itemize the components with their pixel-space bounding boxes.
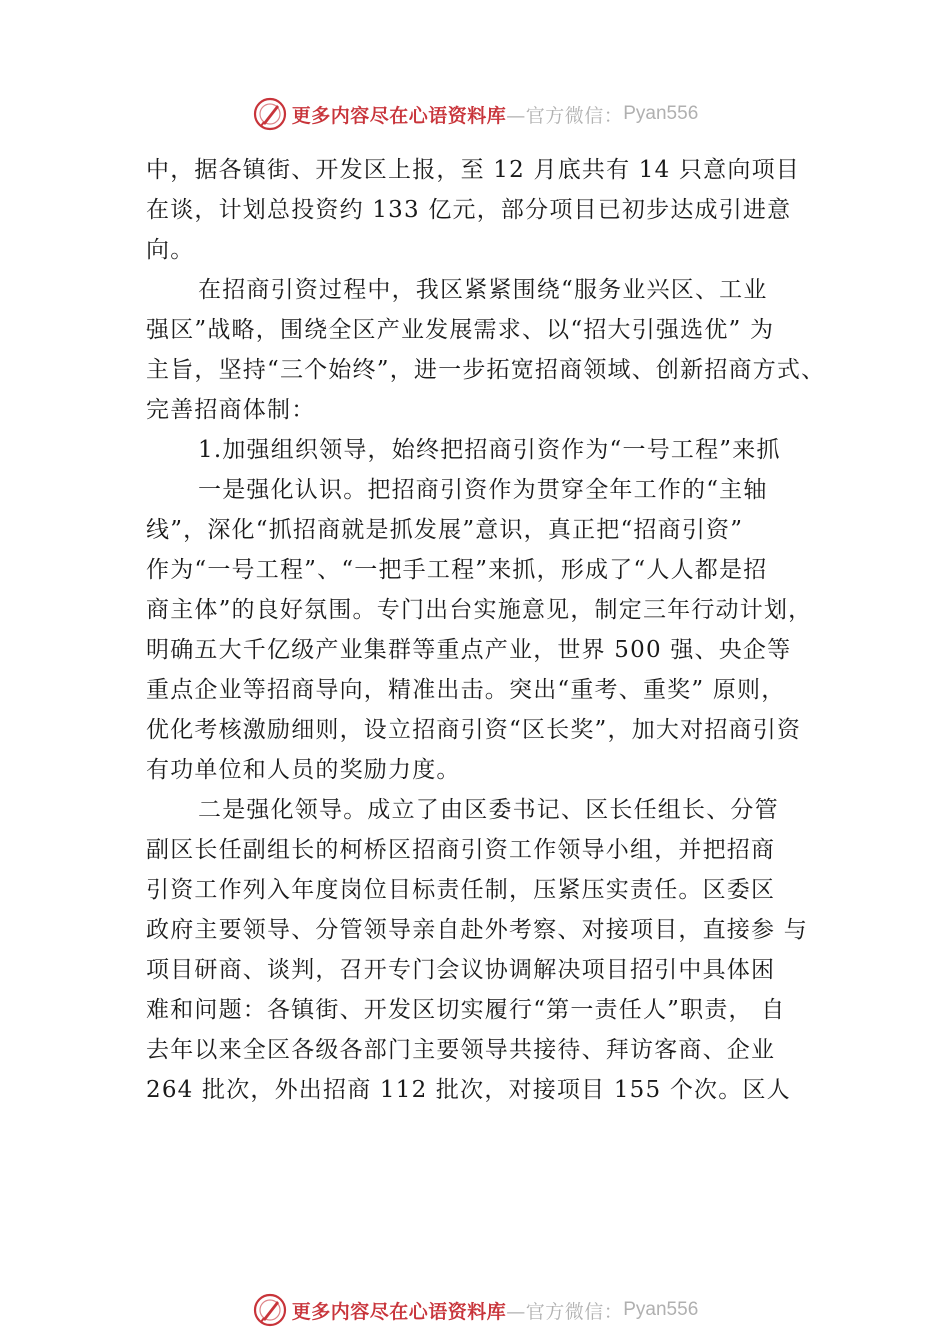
text-line: 商主体”的良好氛围。专门出台实施意见，制定三年行动计划， — [146, 597, 813, 623]
text-line: 优化考核激励细则，设立招商引资“区长奖”，加大对招商引资 — [146, 717, 802, 743]
text-line: 强区”战略，围绕全区产业发展需求、以“招大引强选优” 为 — [146, 317, 775, 343]
text-line: 重点企业等招商导向，精准出击。突出“重考、重奖” 原则， — [146, 677, 786, 703]
text-line: 一是强化认识。把招商引资作为贯穿全年工作的“主轴 — [198, 477, 768, 503]
watermark-wechat-id: Pyan556 — [623, 1299, 699, 1320]
watermark-separator: —官方微信： — [506, 1300, 624, 1323]
footer-watermark — [0, 1290, 950, 1330]
document-body — [146, 150, 836, 1110]
text-line: 在招商引资过程中，我区紧紧围绕“服务业兴区、工业 — [198, 277, 768, 303]
text-line: 264 批次，外出招商 112 批次，对接项目 155 个次。区人 — [146, 1077, 791, 1103]
text-line: 二是强化领导。成立了由区委书记、区长任组长、分管 — [198, 797, 779, 823]
text-line: 1.加强组织领导，始终把招商引资作为“一号工程”来抓 — [198, 437, 781, 463]
quill-logo-icon — [252, 1292, 288, 1328]
text-line: 项目研商、谈判，召开专门会议协调解决项目招引中具体困 — [146, 957, 776, 983]
text-line: 完善招商体制： — [146, 397, 316, 423]
text-line: 主旨，坚持“三个始终”，进一步拓宽招商领域、创新招商方式、 — [146, 357, 826, 383]
text-line: 在谈，计划总投资约 133 亿元，部分项目已初步达成引进意 — [146, 197, 792, 223]
text-line: 向。 — [146, 237, 195, 263]
text-line: 副区长任副组长的柯桥区招商引资工作领导小组，并把招商 — [146, 837, 776, 863]
text-line: 中，据各镇街、开发区上报，至 12 月底共有 14 只意向项目 — [146, 157, 800, 183]
watermark-brand: 更多内容尽在心语资料库 — [291, 104, 507, 127]
watermark-brand: 更多内容尽在心语资料库 — [291, 1300, 507, 1323]
text-line: 难和问题：各镇街、开发区切实履行“第一责任人”职责， 自 — [146, 997, 786, 1023]
watermark-wechat-id: Pyan556 — [623, 103, 699, 124]
text-line: 有功单位和人员的奖励力度。 — [146, 757, 461, 783]
text-line: 明确五大千亿级产业集群等重点产业，世界 500 强、央企等 — [146, 637, 792, 663]
text-line: 引资工作列入年度岗位目标责任制，压紧压实责任。区委区 — [146, 877, 776, 903]
watermark-separator: —官方微信： — [506, 104, 624, 127]
text-line: 政府主要领导、分管领导亲自赴外考察、对接项目，直接参 与 — [146, 917, 808, 943]
quill-logo-icon — [252, 96, 288, 132]
text-line: 去年以来全区各级各部门主要领导共接待、拜访客商、企业 — [146, 1037, 776, 1063]
header-watermark — [0, 94, 950, 134]
text-line: 线”，深化“抓招商就是抓发展”意识，真正把“招商引资” — [146, 517, 744, 543]
text-line: 作为“一号工程”、“一把手工程”来抓，形成了“人人都是招 — [146, 557, 768, 583]
